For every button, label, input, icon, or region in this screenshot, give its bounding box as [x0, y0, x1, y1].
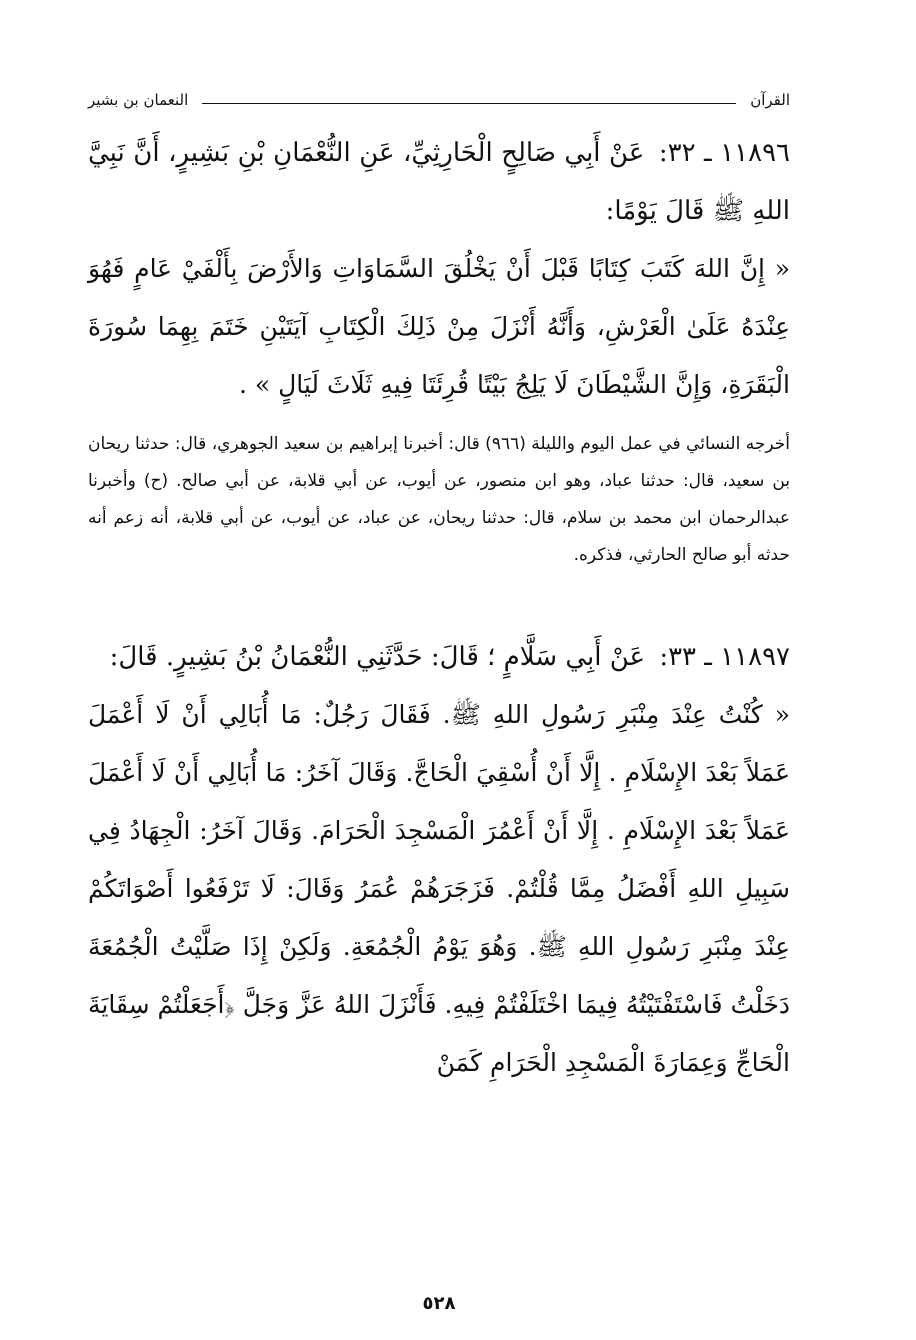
hadith-2-isnad-text: عَنْ أَبِي سَلَّامٍ ؛ قَالَ: حَدَّثَنِي النُّعْمَانُ بْنُ بَشِيرٍ. قَالَ:	[109, 642, 646, 672]
hadith-2-number: ١١٨٩٧ ـ ٣٣:	[659, 642, 790, 672]
header-narrator: النعمان بن بشير	[88, 91, 189, 109]
hadith-1-number: ١١٨٩٦ ـ ٣٢:	[658, 138, 790, 168]
hadith-1-isnad-text: عَنْ أَبِي صَالِحٍ الْحَارِثِيِّ، عَنِ النُّعْمَانِ بْنِ بَشِيرٍ، أَنَّ نَبِيَّ اللهِ ﷺ قَالَ يَوْمًا:	[88, 138, 790, 226]
spacer	[88, 574, 790, 628]
hadith-1-matn: « إِنَّ اللهَ كَتَبَ كِتَابًا قَبْلَ أَنْ يَخْلُقَ السَّمَاوَاتِ وَالأَرْضَ بِأَلْفَيْ عَامٍ فَهُوَ عِنْدَهُ عَلَىٰ الْعَرْشِ، وَأَنَّهُ أَنْزَلَ مِنْ ذَلِكَ الْكِتَابِ آيَتَيْنِ خَتَمَ بِهِمَا سُورَةَ الْبَقَرَةِ، وَإِنَّ الشَّيْطَانَ لَا يَلِجُ بَيْتًا قُرِئَتَا فِيهِ ثَلَاثَ لَيَالٍ » .	[88, 254, 790, 399]
running-header	[88, 84, 790, 116]
hadith-1-isnad	[88, 124, 790, 240]
hadith-1-takhrij: أخرجه النسائي في عمل اليوم والليلة (٩٦٦) قال: أخبرنا إبراهيم بن سعيد الجوهري، قال: حدثنا ريحان بن سعيد، قال: حدثنا عباد، وهو ابن منصور، عن أيوب، عن أبي قلابة، عن أبي صالح. (ح) وأخبرنا عبدالرحمان ابن محمد بن سلام، قال: حدثنا ريحان، عن عباد، عن أيوب، عن أبي قلابة، أنه زعم أنه حدثه أبو صالح الحارثي، فذكره.	[88, 434, 790, 565]
spacer	[88, 116, 790, 124]
header-book-title: القرآن	[750, 91, 790, 109]
header-rule	[202, 103, 736, 104]
book-page	[88, 84, 790, 1314]
page-number: ٥٢٨	[422, 1293, 456, 1314]
hadith-2-isnad	[88, 628, 790, 686]
hadith-2-matn: « كُنْتُ عِنْدَ مِنْبَرِ رَسُولِ اللهِ ﷺ. فَقَالَ رَجُلٌ: مَا أُبَالِي أَنْ لَا أَعْمَلَ عَمَلاً بَعْدَ الإِسْلَامِ . إِلَّا أَنْ أُسْقِيَ الْحَاجَّ. وَقَالَ آخَرُ: مَا أُبَالِي أَنْ لَا أَعْمَلَ عَمَلاً بَعْدَ الإِسْلَامِ . إِلَّا أَنْ أَعْمُرَ الْمَسْجِدَ الْحَرَامَ. وَقَالَ آخَرُ: الْجِهَادُ فِي سَبِيلِ اللهِ أَفْضَلُ مِمَّا قُلْتُمْ. فَزَجَرَهُمْ عُمَرُ وَقَالَ: لَا تَرْفَعُوا أَصْوَاتَكُمْ عِنْدَ مِنْبَرِ رَسُولِ اللهِ ﷺ. وَهُوَ يَوْمُ الْجُمُعَةِ. وَلَكِنْ إِذَا صَلَّيْتُ الْجُمُعَةَ دَخَلْتُ فَاسْتَفْتَيْتُهُ فِيمَا اخْتَلَفْتُمْ فِيهِ. فَأَنْزَلَ اللهُ عَزَّ وَجَلَّ ﴿أَجَعَلْتُمْ سِقَايَةَ الْحَاجِّ وَعِمَارَةَ الْمَسْجِدِ الْحَرَامِ كَمَنْ	[88, 700, 790, 1077]
